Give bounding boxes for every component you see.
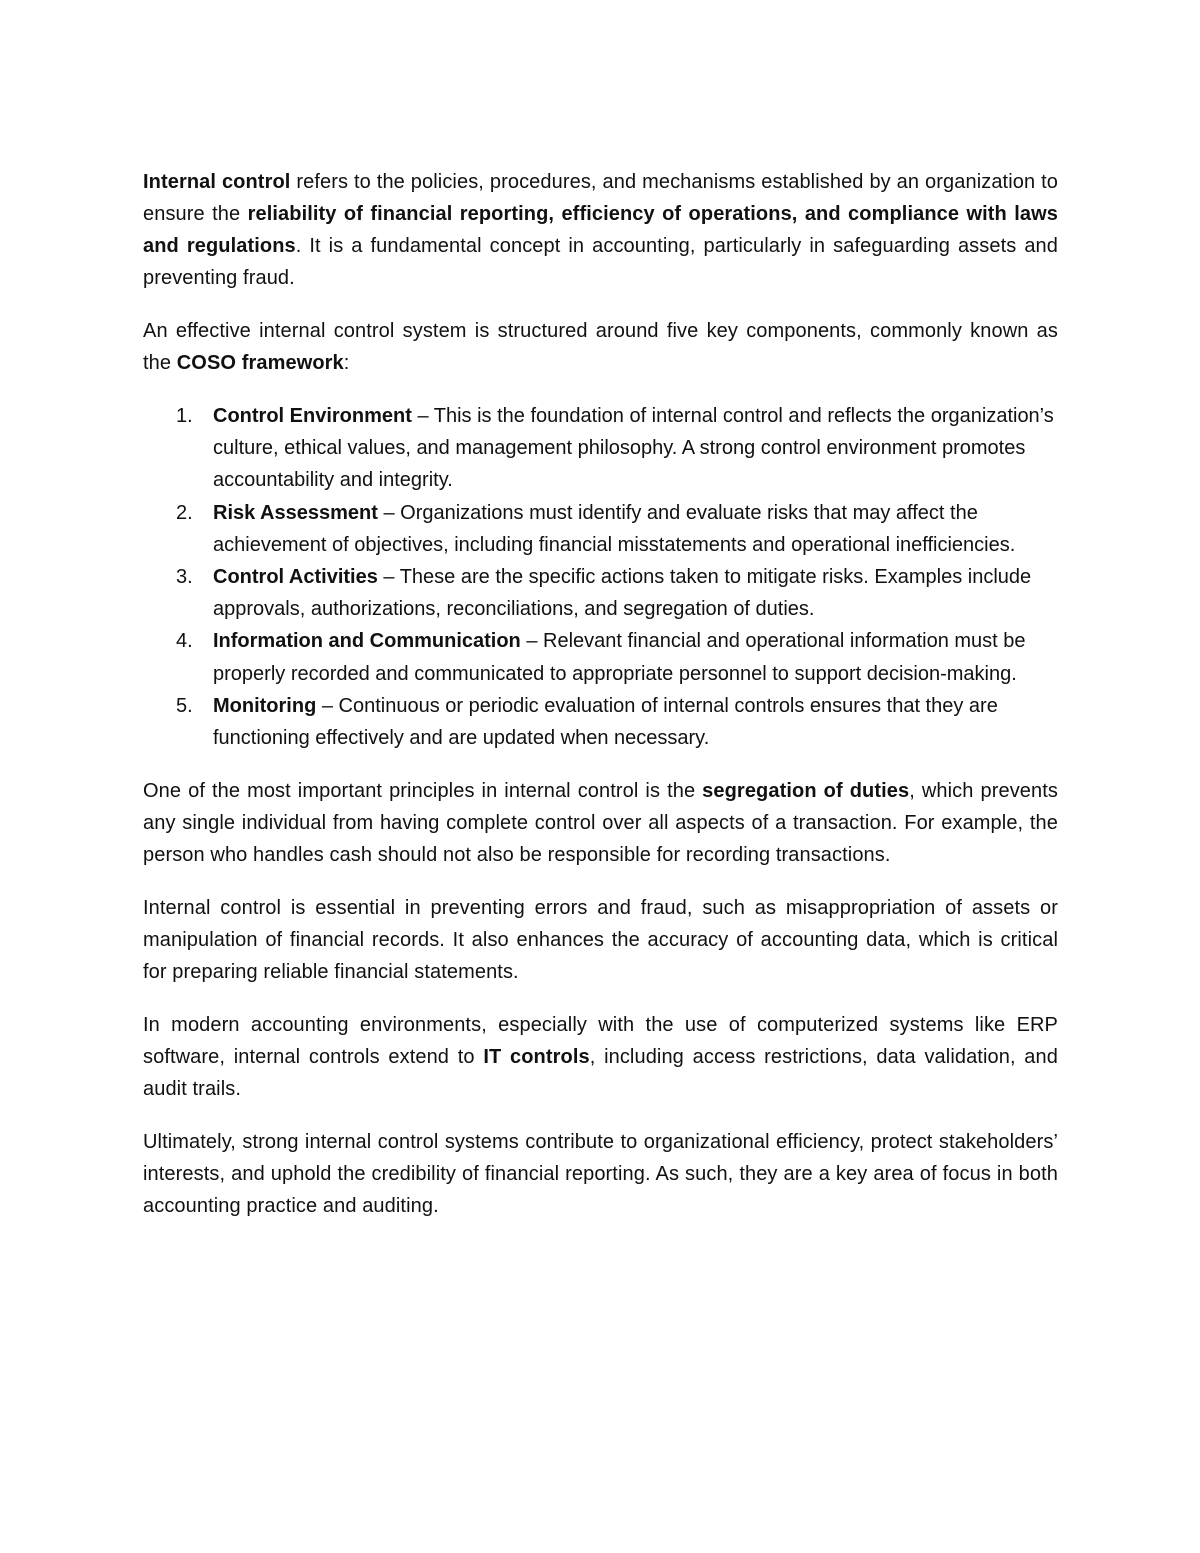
component-title: Information and Communication <box>213 630 521 653</box>
coso-intro-paragraph: An effective internal control system is structured around five key components, commonly known as the COSO framework: <box>143 320 1058 374</box>
component-description: – This is the foundation of internal control and reflects the organization’s culture, ethical values, and management philosophy. A strong control environment promotes accountability and integrity. <box>213 405 1054 492</box>
bold-term: reliability of financial reporting, efficiency of operations, and compliance with laws and regulations <box>143 203 1058 257</box>
list-number: 4. <box>176 630 193 653</box>
bold-term: COSO framework <box>176 352 344 374</box>
component-description: – Relevant financial and operational information must be properly recorded and communicated to appropriate personnel to support decision-making. <box>213 630 1026 685</box>
coso-components-list <box>143 400 1058 754</box>
component-title: Monitoring <box>213 694 317 717</box>
errors-fraud-paragraph: Internal control is essential in preventing errors and fraud, such as misappropriation of assets or manipulation of financial records. It also enhances the accuracy of accounting data, which is critical for preparing reliable financial statements. <box>143 897 1058 984</box>
component-title: Control Environment <box>213 405 412 427</box>
document-page <box>143 166 1058 1243</box>
list-item <box>143 561 1058 625</box>
list-item <box>143 400 1058 497</box>
conclusion-paragraph: Ultimately, strong internal control systems contribute to organizational efficiency, protect stakeholders’ interests, and uphold the credibility of financial reporting. As such, they are a key area of focus in both accounting practice and auditing. <box>143 1131 1058 1218</box>
list-item <box>143 497 1058 561</box>
component-title: Control Activities <box>213 566 378 589</box>
bold-term: IT controls <box>483 1046 590 1069</box>
component-title: Risk Assessment <box>213 501 378 524</box>
bold-term: Internal control <box>143 171 291 193</box>
list-item <box>143 625 1058 689</box>
bold-term: segregation of duties <box>702 780 910 803</box>
component-description: – Continuous or periodic evaluation of internal controls ensures that they are functioning effectively and are updated when necessary. <box>213 694 998 750</box>
list-number: 1. <box>176 405 193 427</box>
component-description: – These are the specific actions taken to mitigate risks. Examples include approvals, authorizations, reconciliations, and segregation of duties. <box>213 566 1032 621</box>
component-description: – Organizations must identify and evaluate risks that may affect the achievement of objectives, including financial misstatements and operational inefficiencies. <box>213 501 1016 556</box>
list-number: 3. <box>176 566 193 589</box>
segregation-paragraph: One of the most important principles in internal control is the segregation of duties, which prevents any single individual from having complete control over all aspects of a transaction. For example, the person who handles cash should not also be responsible for recording transactions. <box>143 780 1058 867</box>
intro-paragraph: Internal control refers to the policies, procedures, and mechanisms established by an organization to ensure the reliability of financial reporting, efficiency of operations, and compliance with laws and regulations. It is a fundamental concept in accounting, particularly in safeguarding assets and preventing fraud. <box>143 171 1058 289</box>
list-number: 5. <box>176 694 193 717</box>
list-item <box>143 690 1058 754</box>
list-number: 2. <box>176 501 193 524</box>
it-controls-paragraph: In modern accounting environments, especially with the use of computerized systems like ERP software, internal controls extend to IT controls, including access restrictions, data validation, and audit trails. <box>143 1014 1058 1101</box>
